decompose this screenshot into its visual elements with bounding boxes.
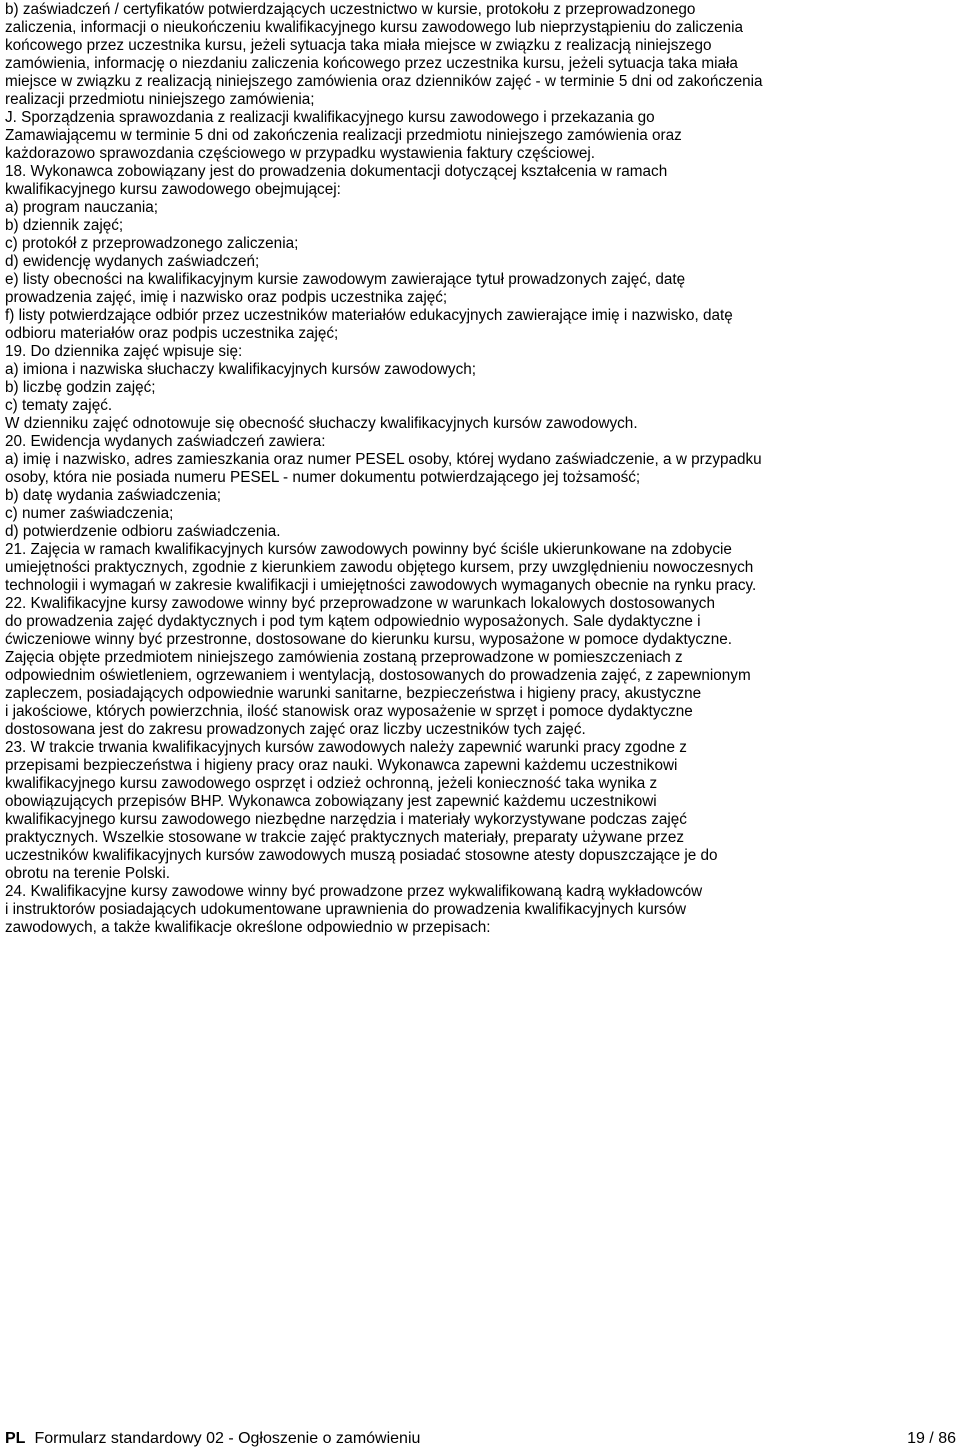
document-line: f) listy potwierdzające odbiór przez uczestników materiałów edukacyjnych zawierające imię i nazwisko, datę — [5, 307, 733, 324]
footer-left — [5, 1429, 420, 1449]
document-line: Zajęcia objęte przedmiotem niniejszego zamówienia zostaną przeprowadzone w pomieszczeniach z — [5, 649, 683, 666]
document-line: obowiązujących przepisów BHP. Wykonawca zobowiązany jest zapewnić każdemu uczestnikowi — [5, 793, 657, 810]
document-line: odbioru materiałów oraz podpis uczestnika zajęć; — [5, 325, 339, 342]
document-line: J. Sporządzenia sprawozdania z realizacji kwalifikacyjnego kursu zawodowego i przekazania go — [5, 109, 655, 126]
document-line: d) ewidencję wydanych zaświadczeń; — [5, 253, 260, 270]
document-line: technologii i wymagań w zakresie kwalifikacji i umiejętności zawodowych wymaganych obecnie na rynku pracy. — [5, 577, 757, 594]
document-line: kwalifikacyjnego kursu zawodowego osprzęt i odzież ochronną, jeżeli konieczność taka wynika z — [5, 775, 658, 792]
document-line: i jakościowe, których powierzchnia, ilość stanowisk oraz wyposażenie w sprzęt i pomoce dydaktyczne — [5, 703, 693, 720]
document-line: miejsce w związku z realizacją niniejszego zamówienia oraz dzienników zajęć - w terminie 5 dni od zakończenia — [5, 73, 763, 90]
document-line: przepisami bezpieczeństwa i higieny pracy oraz nauki. Wykonawca zapewni każdemu uczestnikowi — [5, 757, 678, 774]
document-line: odpowiednim oświetleniem, ogrzewaniem i wentylacją, dostosowanych do prowadzenia zajęć, z zapewnionym — [5, 667, 751, 684]
footer-language-code: PL — [5, 1430, 26, 1447]
document-line: realizacji przedmiotu niniejszego zamówienia; — [5, 91, 315, 108]
document-line: a) program nauczania; — [5, 199, 159, 216]
document-line: ćwiczeniowe winny być przestronne, dostosowane do kierunku kursu, wyposażone w pomoce dydaktyczne. — [5, 631, 732, 648]
document-line: dostosowana jest do zakresu prowadzonych zajęć oraz liczby uczestników tych zajęć. — [5, 721, 586, 738]
document-line: 23. W trakcie trwania kwalifikacyjnych kursów zawodowych należy zapewnić warunki pracy zgodne z — [5, 739, 687, 756]
document-line: Zamawiającemu w terminie 5 dni od zakończenia realizacji przedmiotu niniejszego zamówienia oraz — [5, 127, 682, 144]
document-line: b) datę wydania zaświadczenia; — [5, 487, 221, 504]
document-line: b) dziennik zajęć; — [5, 217, 124, 234]
document-line: zapleczem, posiadających odpowiednie warunki sanitarne, bezpieczeństwa i higieny pracy, akustyczne — [5, 685, 702, 702]
footer-form-title: Formularz standardowy 02 - Ogłoszenie o zamówieniu — [34, 1430, 421, 1447]
document-line: każdorazowo sprawozdania częściowego w przypadku wystawienia faktury częściowej. — [5, 145, 596, 162]
document-line: zamówienia, informację o niezdaniu zaliczenia końcowego przez uczestnika kursu, jeżeli sytuacja taka miała — [5, 55, 738, 72]
document-line: uczestników kwalifikacyjnych kursów zawodowych muszą posiadać stosowne atesty dopuszczające je do — [5, 847, 718, 864]
document-line: umiejętności praktycznych, zgodnie z kierunkiem zawodu objętego kursem, przy uwzględnieniu nowoczesnych — [5, 559, 754, 576]
document-line: zaliczenia, informacji o nieukończeniu kwalifikacyjnego kursu zawodowego lub nieprzystąpieniu do zaliczenia — [5, 19, 744, 36]
document-body — [5, 1, 957, 937]
document-line: a) imię i nazwisko, adres zamieszkania oraz numer PESEL osoby, której wydano zaświadczenie, a w przypadku — [5, 451, 762, 468]
document-line: obrotu na terenie Polski. — [5, 865, 170, 882]
document-line: c) protokół z przeprowadzonego zaliczenia; — [5, 235, 299, 252]
document-line: osoby, która nie posiada numeru PESEL - numer dokumentu potwierdzającego jej tożsamość; — [5, 469, 641, 486]
document-line: b) zaświadczeń / certyfikatów potwierdzających uczestnictwo w kursie, protokołu z przeprowadzonego — [5, 1, 696, 18]
page-footer — [5, 1429, 956, 1449]
document-line: 21. Zajęcia w ramach kwalifikacyjnych kursów zawodowych powinny być ściśle ukierunkowane na zdobycie — [5, 541, 732, 558]
document-line: 22. Kwalifikacyjne kursy zawodowe winny być przeprowadzone w warunkach lokalowych dostosowanych — [5, 595, 715, 612]
document-line: prowadzenia zajęć, imię i nazwisko oraz podpis uczestnika zajęć; — [5, 289, 448, 306]
document-line: 24. Kwalifikacyjne kursy zawodowe winny być prowadzone przez wykwalifikowaną kadrą wykładowców — [5, 883, 703, 900]
document-line: i instruktorów posiadających udokumentowane uprawnienia do prowadzenia kwalifikacyjnych kursów — [5, 901, 687, 918]
document-line: c) numer zaświadczenia; — [5, 505, 174, 522]
document-line: kwalifikacyjnego kursu zawodowego obejmującej: — [5, 181, 341, 198]
document-line: praktycznych. Wszelkie stosowane w trakcie zajęć praktycznych materiały, preparaty używane przez — [5, 829, 684, 846]
document-line: 20. Ewidencja wydanych zaświadczeń zawiera: — [5, 433, 326, 450]
document-line: e) listy obecności na kwalifikacyjnym kursie zawodowym zawierające tytuł prowadzonych zajęć, datę — [5, 271, 686, 288]
document-line: 18. Wykonawca zobowiązany jest do prowadzenia dokumentacji dotyczącej kształcenia w ramach — [5, 163, 668, 180]
document-line: końcowego przez uczestnika kursu, jeżeli sytuacja taka miała miejsce w związku z realizacją niniejszego — [5, 37, 712, 54]
document-line: 19. Do dziennika zajęć wpisuje się: — [5, 343, 243, 360]
document-line: a) imiona i nazwiska słuchaczy kwalifikacyjnych kursów zawodowych; — [5, 361, 476, 378]
document-line: c) tematy zajęć. — [5, 397, 113, 414]
document-line: W dzienniku zajęć odnotowuje się obecność słuchaczy kwalifikacyjnych kursów zawodowych. — [5, 415, 638, 432]
document-line: kwalifikacyjnego kursu zawodowego niezbędne narzędzia i materiały wykorzystywane podczas zajęć — [5, 811, 687, 828]
document-line: b) liczbę godzin zajęć; — [5, 379, 156, 396]
footer-page-number: 19 / 86 — [907, 1430, 956, 1447]
document-line: do prowadzenia zajęć dydaktycznych i pod tym kątem odpowiednio wyposażonych. Sale dydaktyczne i — [5, 613, 701, 630]
document-line: zawodowych, a także kwalifikacje określone odpowiednio w przepisach: — [5, 919, 491, 936]
document-line: d) potwierdzenie odbioru zaświadczenia. — [5, 523, 281, 540]
